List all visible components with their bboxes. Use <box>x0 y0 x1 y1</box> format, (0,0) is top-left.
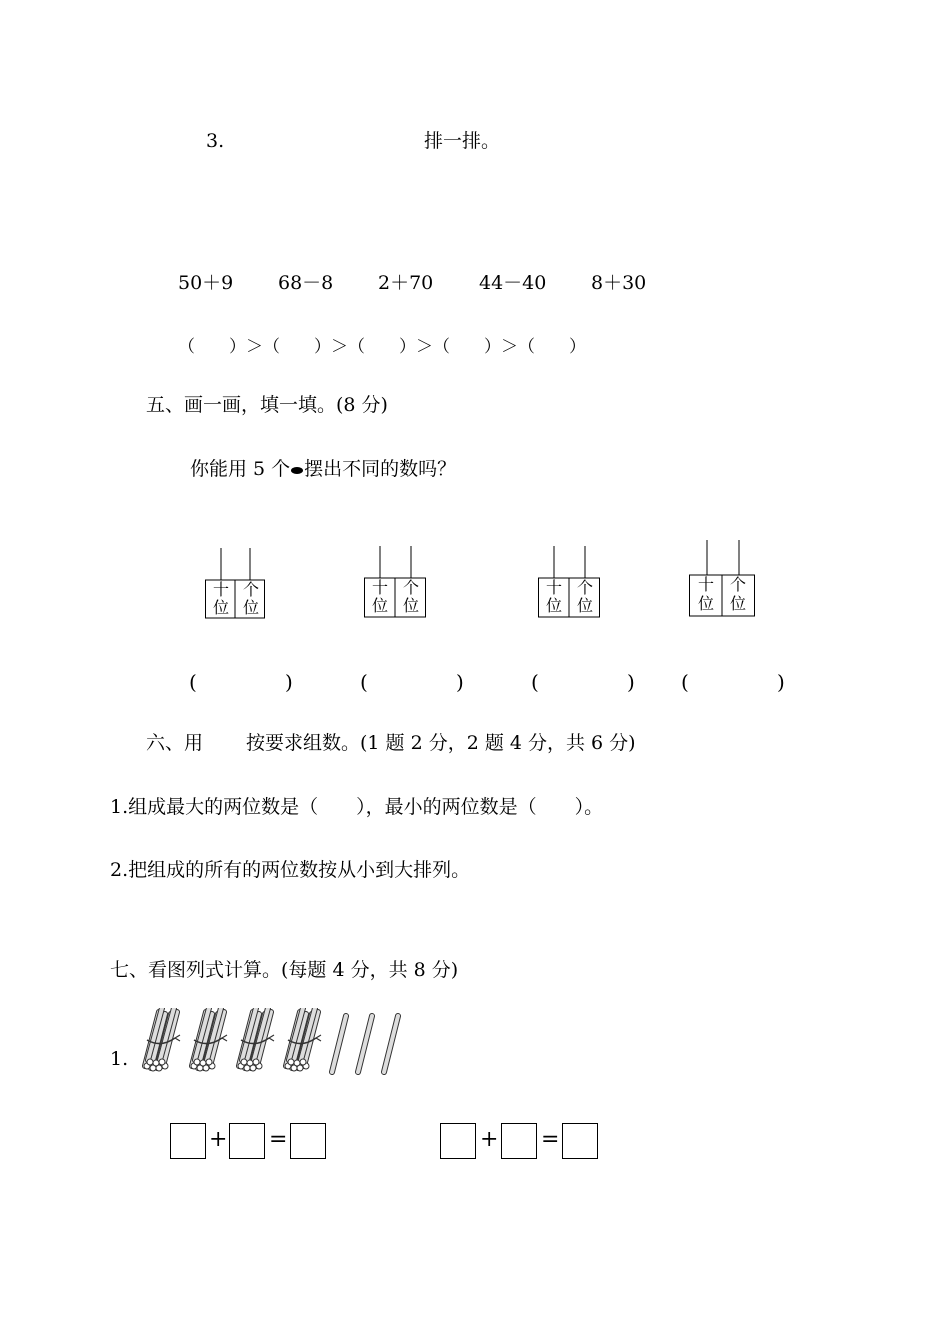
equation1-result-box[interactable] <box>290 1123 326 1159</box>
ones-label-2: 位 <box>403 596 420 615</box>
section5-heading: 五、画一画，填一填。(8 分) <box>146 394 388 416</box>
ones-label-1: 个 <box>243 580 260 599</box>
ones-label-1: 个 <box>577 578 594 597</box>
section7-question-number: 1. <box>110 1048 129 1070</box>
single-stick-2 <box>358 1016 372 1072</box>
tens-label-2: 位 <box>546 596 563 615</box>
answer-close-1: ) <box>285 670 293 694</box>
answer-open-4: ( <box>681 670 689 694</box>
abacus-1[interactable] <box>205 548 265 620</box>
ones-label-2: 位 <box>243 598 260 617</box>
answer-close-4: ) <box>777 670 785 694</box>
answer-open-2: ( <box>360 670 368 694</box>
equation2-result-box[interactable] <box>562 1123 598 1159</box>
equation2-addend-box-1[interactable] <box>440 1123 476 1159</box>
answer-open-1: ( <box>189 670 197 694</box>
section7-heading: 七、看图列式计算。(每题 4 分，共 8 分) <box>110 959 459 981</box>
ones-label-2: 位 <box>730 594 747 613</box>
problem-instruction: 排一排。 <box>424 130 501 152</box>
section6-question-1: 1.组成最大的两位数是（ ），最小的两位数是（ ）。 <box>110 796 604 818</box>
problem-number: 3. <box>206 130 225 152</box>
answer-close-2: ) <box>456 670 464 694</box>
abacus-2[interactable] <box>364 546 426 620</box>
ordering-answer-row[interactable]: （ ）＞（ ）＞（ ）＞（ ）＞（ ） <box>178 337 586 357</box>
section6-heading-start: 六、用 <box>146 732 204 754</box>
bead-icon <box>291 467 303 474</box>
ones-label-1: 个 <box>403 578 420 597</box>
ten-bundle-4 <box>285 1008 321 1071</box>
expression-4: 44－40 <box>479 272 547 294</box>
expression-3: 2＋70 <box>378 272 434 294</box>
tens-label-2: 位 <box>372 596 389 615</box>
expression-2: 68－8 <box>278 272 334 294</box>
equation1-plus-sign: + <box>209 1127 228 1152</box>
tens-label-1: 十 <box>372 578 389 597</box>
question-text-after: 摆出不同的数吗？ <box>304 458 457 480</box>
ten-bundle-3 <box>238 1008 274 1071</box>
expression-5: 8＋30 <box>591 272 647 294</box>
ones-label-1: 个 <box>730 575 747 594</box>
tens-label-1: 十 <box>546 578 563 597</box>
tens-label-1: 十 <box>213 580 230 599</box>
equation2-equals-sign: = <box>541 1127 560 1152</box>
equation1-equals-sign: = <box>269 1127 288 1152</box>
question-text-before: 你能用 5 个 <box>190 458 291 480</box>
ten-bundle-2 <box>191 1008 227 1071</box>
expression-1: 50＋9 <box>178 272 234 294</box>
equation1-addend-box-2[interactable] <box>229 1123 265 1159</box>
equation2-addend-box-2[interactable] <box>501 1123 537 1159</box>
answer-open-3: ( <box>531 670 539 694</box>
abacus-4[interactable] <box>689 540 755 618</box>
tens-label-1: 十 <box>698 575 715 594</box>
answer-close-3: ) <box>627 670 635 694</box>
section5-question <box>190 460 456 479</box>
ten-bundle-1 <box>144 1008 180 1071</box>
abacus-3[interactable] <box>538 546 600 620</box>
tens-label-2: 位 <box>213 598 230 617</box>
single-stick-3 <box>384 1016 398 1072</box>
section6-question-2: 2.把组成的所有的两位数按从小到大排列。 <box>110 859 471 881</box>
sticks-illustration <box>135 1008 415 1078</box>
tens-label-2: 位 <box>698 594 715 613</box>
single-stick-1 <box>332 1016 346 1072</box>
section6-heading-rest: 按要求组数。(1 题 2 分，2 题 4 分，共 6 分) <box>246 732 636 754</box>
equation1-addend-box-1[interactable] <box>170 1123 206 1159</box>
equation2-plus-sign: + <box>480 1127 499 1152</box>
ones-label-2: 位 <box>577 596 594 615</box>
